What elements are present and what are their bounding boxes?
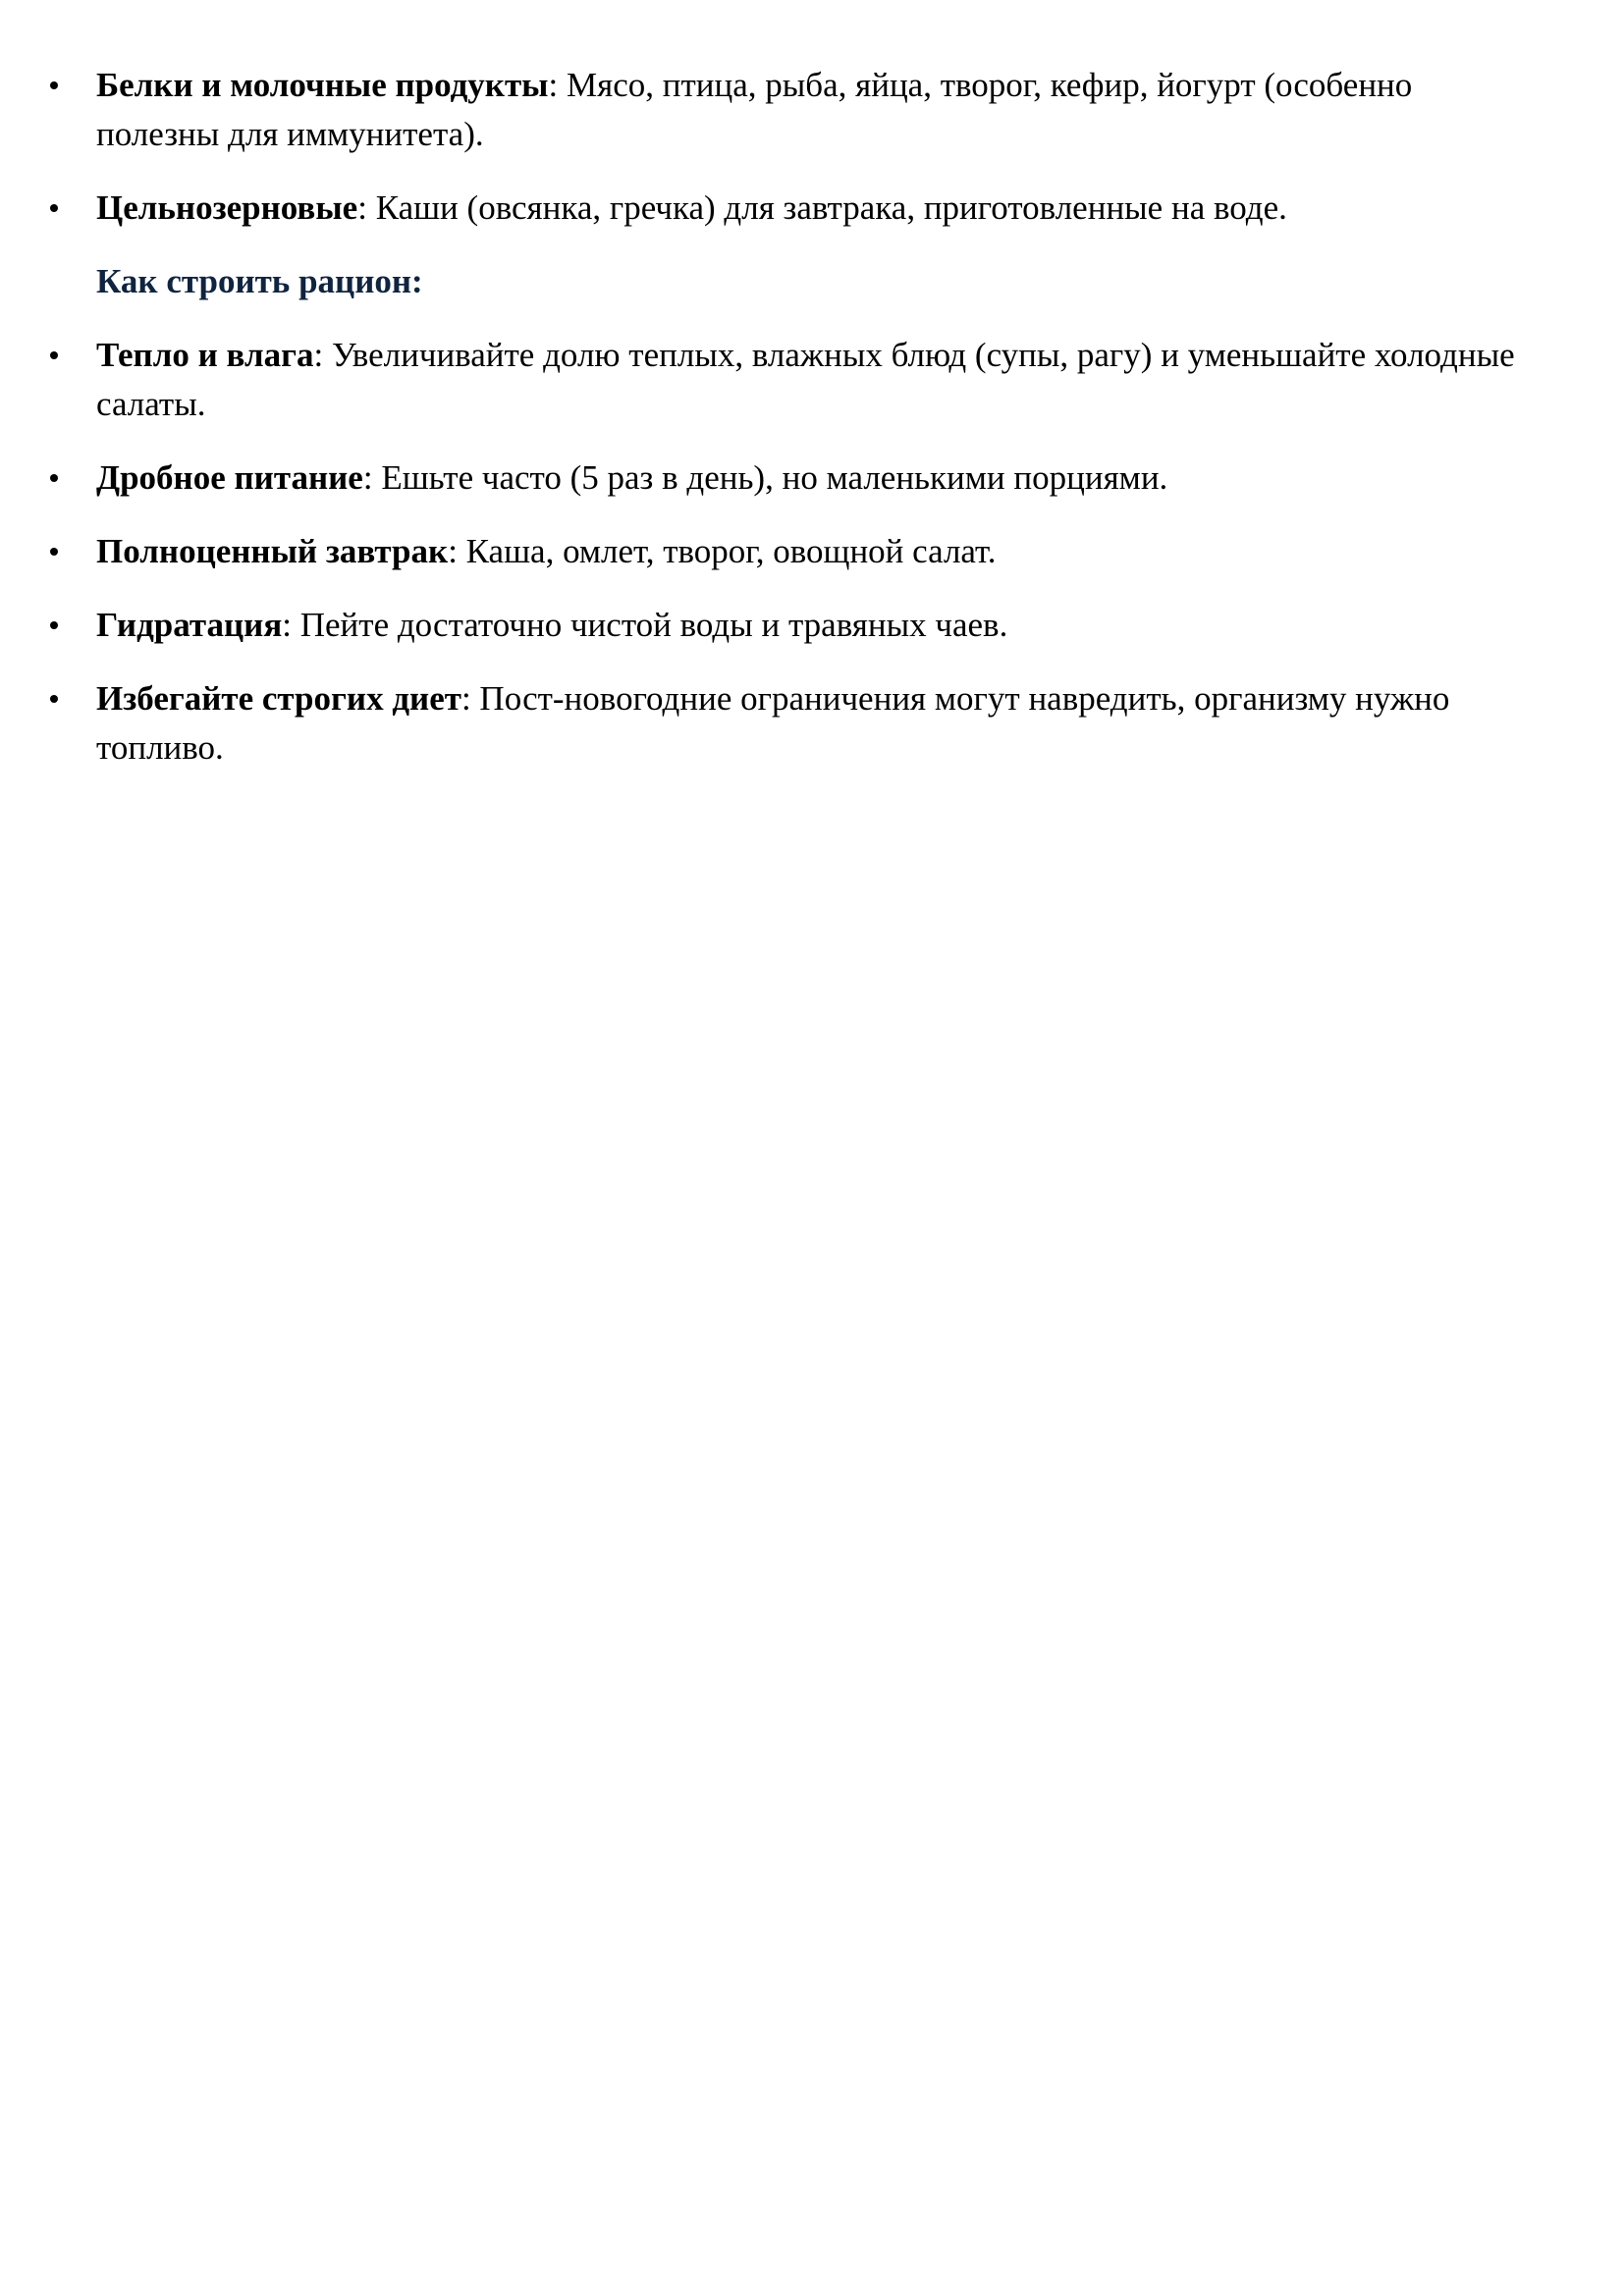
document-content (96, 61, 1530, 797)
section-heading: Как строить рацион: (96, 262, 423, 300)
item-text: Ешьте часто (5 раз в день), но маленькими порциями. (372, 458, 1168, 497)
diet-tips-list (96, 331, 1530, 773)
item-separator: : (362, 458, 373, 497)
item-text: Увеличивайте долю теплых, влажных блюд (супы, рагу) и уменьшайте холодные салаты. (96, 336, 1515, 423)
item-separator: : (282, 606, 292, 644)
bullet-icon (44, 527, 64, 576)
item-term: Дробное питание (96, 458, 363, 497)
list-item (96, 674, 1530, 773)
list-item (96, 527, 1530, 576)
bullet-icon (44, 601, 64, 650)
item-term: Избегайте строгих диет (96, 679, 461, 718)
item-term: Белки и молочные продукты (96, 66, 549, 104)
bullet-icon (44, 454, 64, 503)
item-text: Пейте достаточно чистой воды и травяных чаев. (292, 606, 1008, 644)
list-item (96, 331, 1530, 429)
food-groups-list (96, 61, 1530, 233)
item-separator: : (460, 679, 471, 718)
item-term: Гидратация (96, 606, 283, 644)
item-separator: : (448, 532, 458, 570)
item-separator: : (357, 188, 367, 227)
item-separator: : (313, 336, 324, 374)
bullet-icon (44, 331, 64, 380)
item-text: Каша, омлет, творог, овощной салат. (457, 532, 997, 570)
bullet-icon (44, 674, 64, 723)
list-item (96, 454, 1530, 503)
item-text: Каши (овсянка, гречка) для завтрака, приготовленные на воде. (366, 188, 1287, 227)
item-term: Тепло и влага (96, 336, 314, 374)
item-term: Цельнозерновые (96, 188, 358, 227)
item-text: Пост-новогодние ограничения могут навредить, организму нужно топливо. (96, 679, 1450, 767)
bullet-icon (44, 61, 64, 110)
item-separator: : (548, 66, 559, 104)
list-item (96, 61, 1530, 159)
item-text: Мясо, птица, рыба, яйца, творог, кефир, йогурт (особенно полезны для иммунитета). (96, 66, 1413, 153)
bullet-icon (44, 184, 64, 233)
item-term: Полноценный завтрак (96, 532, 449, 570)
list-item (96, 601, 1530, 650)
list-item (96, 184, 1530, 233)
